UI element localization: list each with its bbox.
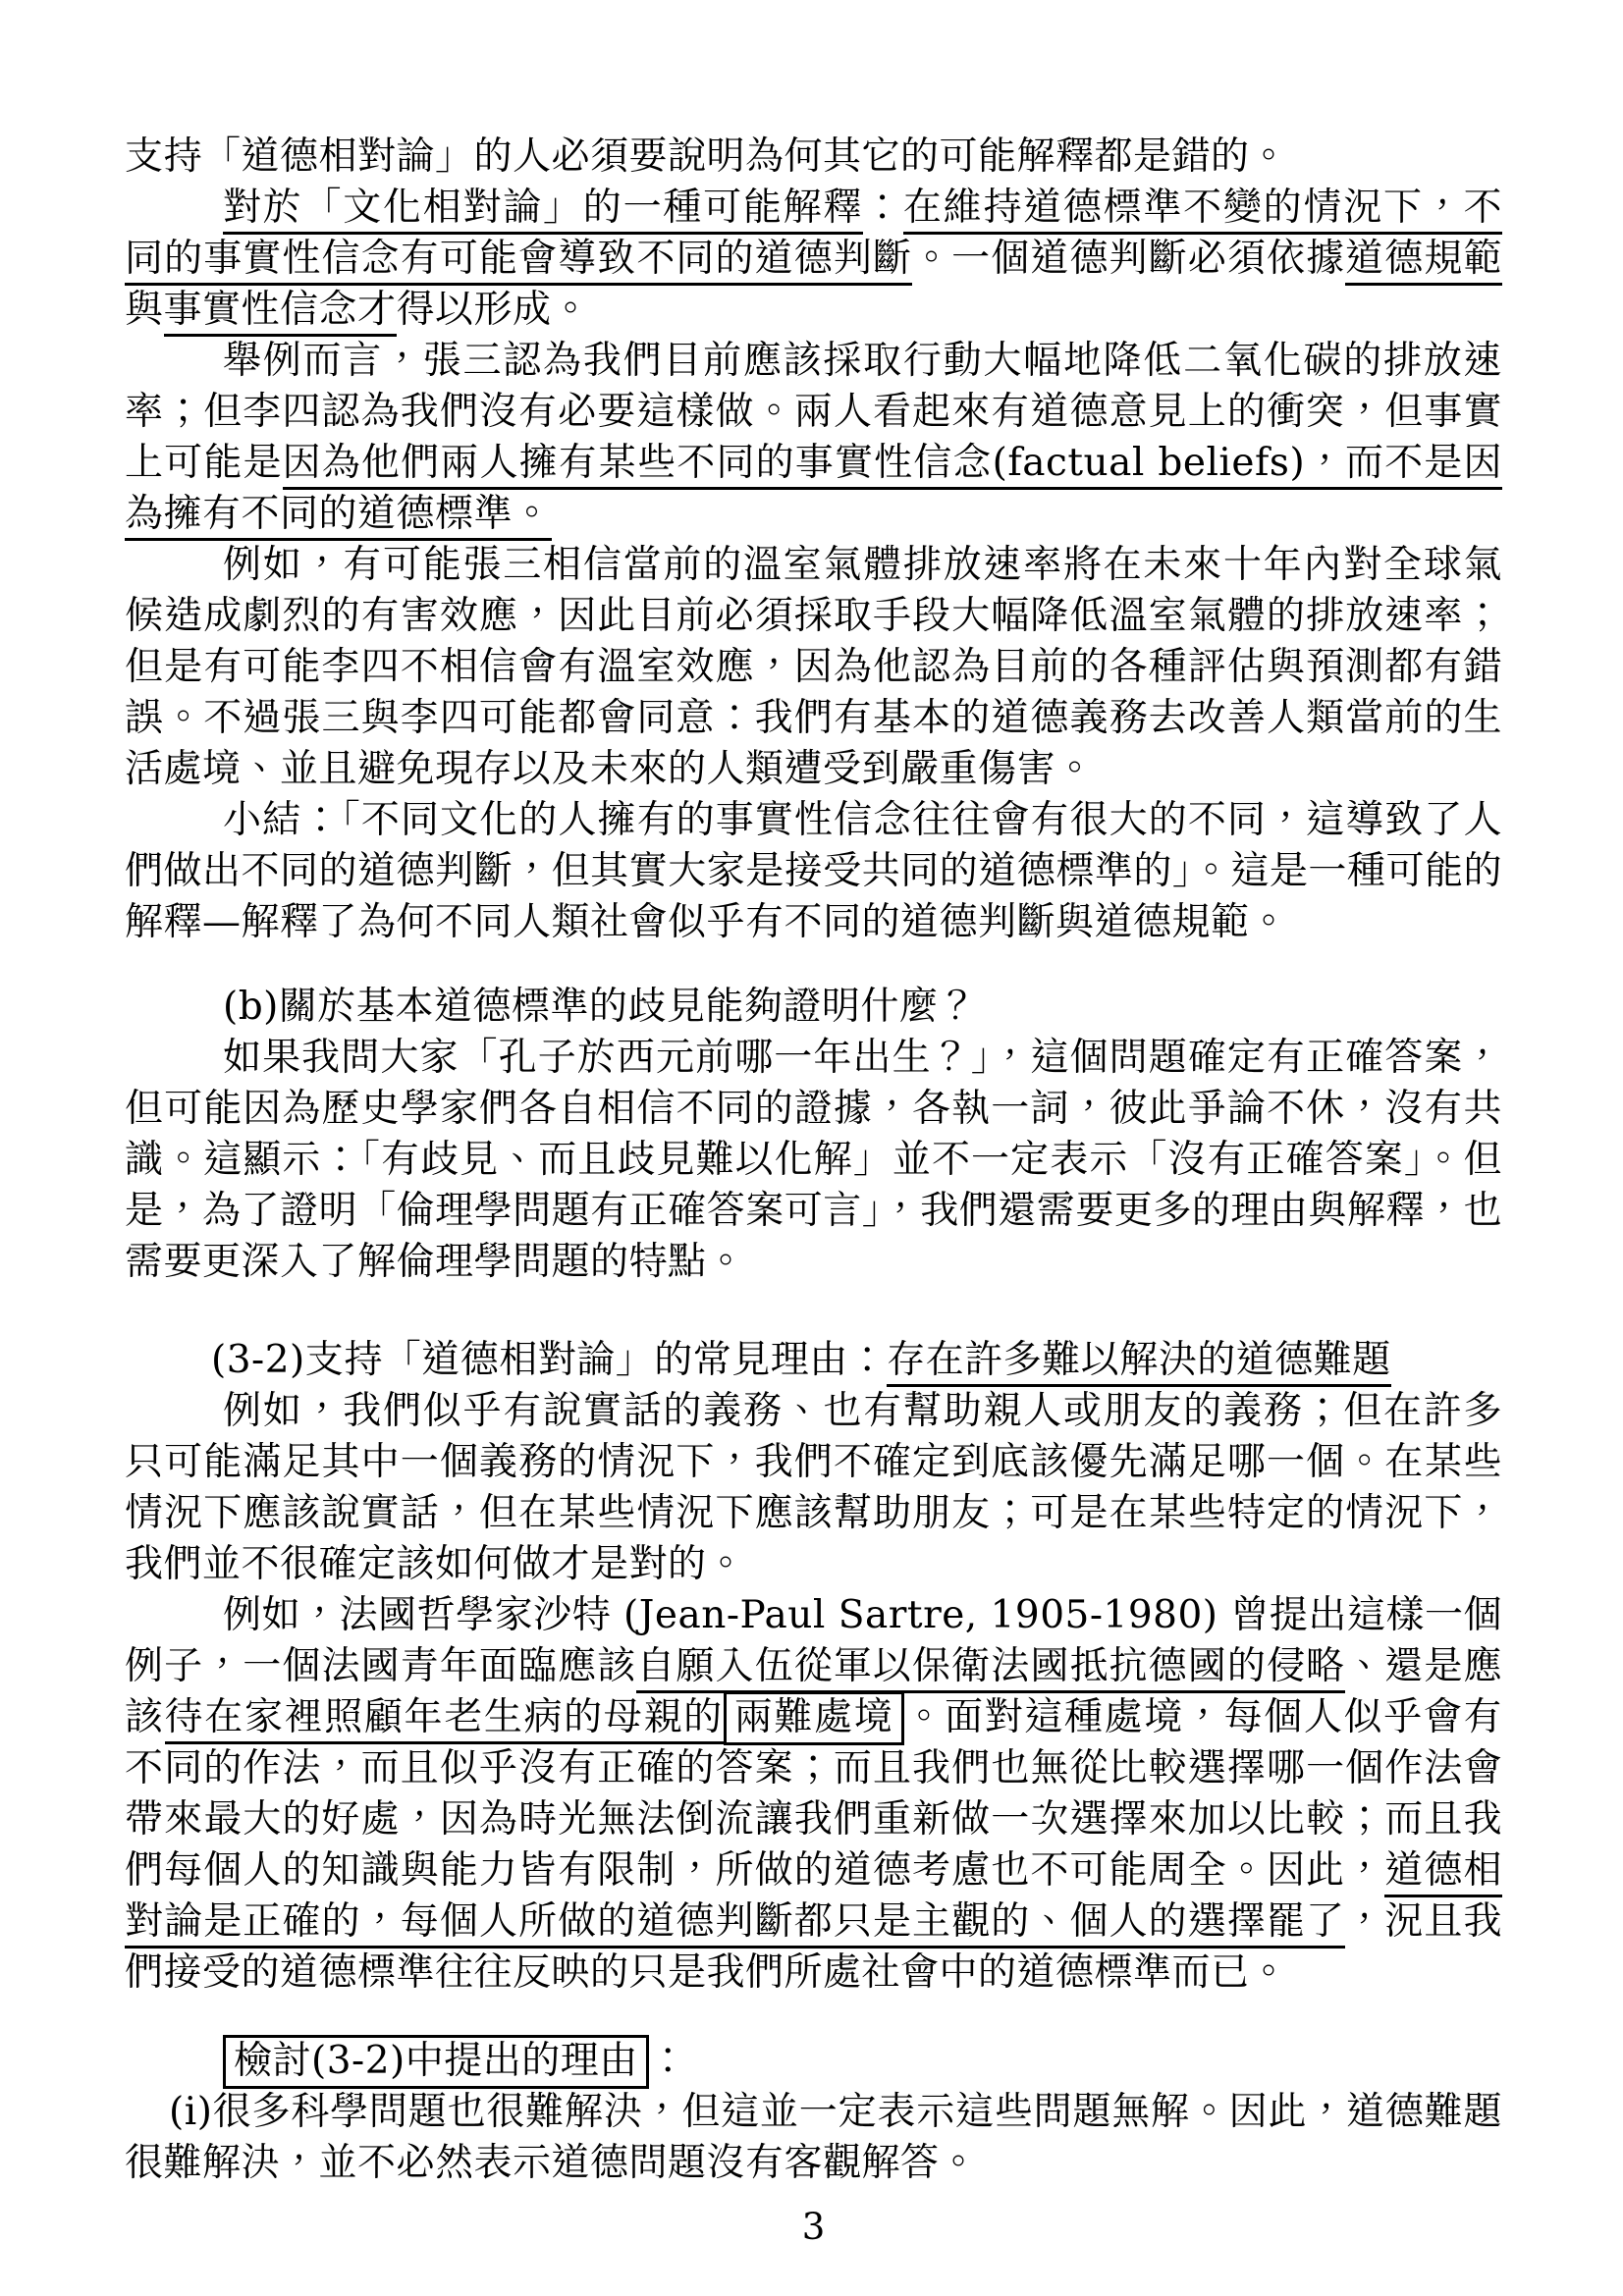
- para-confucius-example: 如果我問大家「孔子於西元前哪一年出生？」，這個問題確定有正確答案，但可能因為歷史學家們各自相信不同的證據，各執一詞，彼此爭論不休，沒有共識。這顯示：「有歧見、而且歧見難以化解」並不一定表示「沒有正確答案」。但是，為了證明「倫理學問題有正確答案可言」，我們還需要更多的理由與解釋，也需要更深入了解倫理學問題的特點。: [125, 1036, 1502, 1284]
- plain-text: ，況且我們接受的道德標準往往反映的只是我們所處社會中的道德標準而已。: [125, 1899, 1502, 1995]
- para-sartre-example: [125, 1590, 1502, 1999]
- para-intro-continuation: 支持「道德相對論」的人必須要說明為何其它的可能解釋都是錯的。: [125, 134, 1289, 179]
- underlined-text: 在維持道德標準不變的情況下，不同的事實性信念有可能會導致不同的道德判斷: [125, 186, 1502, 286]
- plain-text: ：: [863, 186, 903, 230]
- plain-text: 例如，法國哲學家沙特 (Jean-Paul Sartre, 1905-1980) 曾提出這樣一個例子，一個法國青年面臨應該: [125, 1593, 1502, 1688]
- underlined-text: 存在許多難以解決的道德難題: [887, 1338, 1391, 1387]
- plain-text: (3-2)支持「道德相對論」的常見理由：: [211, 1338, 888, 1382]
- heading-review-3-2: [125, 2036, 1502, 2087]
- plain-text: 。面對這種處境，每個人似乎會有不同的作法，而且似乎沒有正確的答案；而且我們也無從比較選擇哪一個作法會帶來最大的好處，因為時光無法倒流讓我們重新做一次選擇來加以比較；而且我們每個人的知識與能力皆有限制，所做的道德考慮也不可能周全。因此，: [125, 1695, 1502, 1893]
- heading-3-2: [125, 1335, 1502, 1386]
- plain-text: 。一個道德判斷必須依據: [912, 237, 1346, 281]
- plain-text: 與: [125, 288, 164, 332]
- para-cultural-relativism-explanation: [125, 183, 1502, 336]
- boxed-text-dilemma: 兩難處境: [724, 1691, 905, 1745]
- underlined-text: 自願入伍從軍以保衛法國抵抗德國的侵略: [636, 1644, 1345, 1693]
- underlined-text: 對於「文化相對論」的一種可能解釋: [223, 186, 863, 235]
- underlined-text: 事實性信念才: [164, 288, 397, 337]
- para-greenhouse-example: 例如，有可能張三相信當前的溫室氣體排放速率將在未來十年內對全球氣候造成劇烈的有害效應，因此目前必須採取手段大幅降低溫室氣體的排放速率；但是有可能李四不相信會有溫室效應，因為他認為目前的各種評估與預測都有錯誤。不過張三與李四可能都會同意：我們有基本的道德義務去改善人類當前的生活處境、並且避免現存以及未來的人類遭受到嚴重傷害。: [125, 543, 1502, 791]
- underlined-text: 道德相對論是正確的，每個人所做的道德判斷都只是主觀的、個人的選擇罷了: [125, 1848, 1502, 1949]
- plain-text: ：: [648, 2039, 688, 2083]
- underlined-text: 因為他們兩人擁有某些不同的事實性信念(factual beliefs)，而不是因為擁有不同的道德標準。: [125, 441, 1502, 541]
- underlined-text: 道德規範: [1345, 237, 1502, 286]
- para-duties-conflict: 例如，我們似乎有說實話的義務、也有幫助親人或朋友的義務；但在許多只可能滿足其中一個義務的情況下，我們不確定到底該優先滿足哪一個。在某些情況下應該說實話，但在某些情況下應該幫助朋友；可是在某些特定的情況下，我們並不很確定該如何做才是對的。: [125, 1389, 1502, 1586]
- page-number: 3: [801, 2206, 826, 2248]
- underlined-text: 待在家裡照顧年老生病的母親的: [165, 1695, 724, 1744]
- plain-text: 、還是應該: [125, 1644, 1502, 1739]
- boxed-text-review: 檢討(3-2)中提出的理由: [223, 2035, 649, 2089]
- para-point-i: (i)很多科學問題也很難解決，但這並一定表示這些問題無解。因此，道德難題很難解決，並不必然表示道德問題沒有客觀解答。: [125, 2090, 1502, 2185]
- heading-b-question: (b)關於基本道德標準的歧見能夠證明什麼？: [223, 985, 977, 1029]
- plain-text: 得以形成。: [396, 288, 591, 332]
- para-zhangsan-lisi-example: [125, 336, 1502, 540]
- para-summary: 小結：「不同文化的人擁有的事實性信念往往會有很大的不同，這導致了人們做出不同的道德判斷，但其實大家是接受共同的道德標準的」。這是一種可能的解釋—解釋了為何不同人類社會似乎有不同的道德判斷與道德規範。: [125, 798, 1502, 944]
- plain-text: 舉例而言，張三認為我們目前應該採取行動大幅地降低二氧化碳的排放速率；但李四認為我們沒有必要這樣做。兩人看起來有道德意見上的衝突，但事實上可能是: [125, 339, 1502, 485]
